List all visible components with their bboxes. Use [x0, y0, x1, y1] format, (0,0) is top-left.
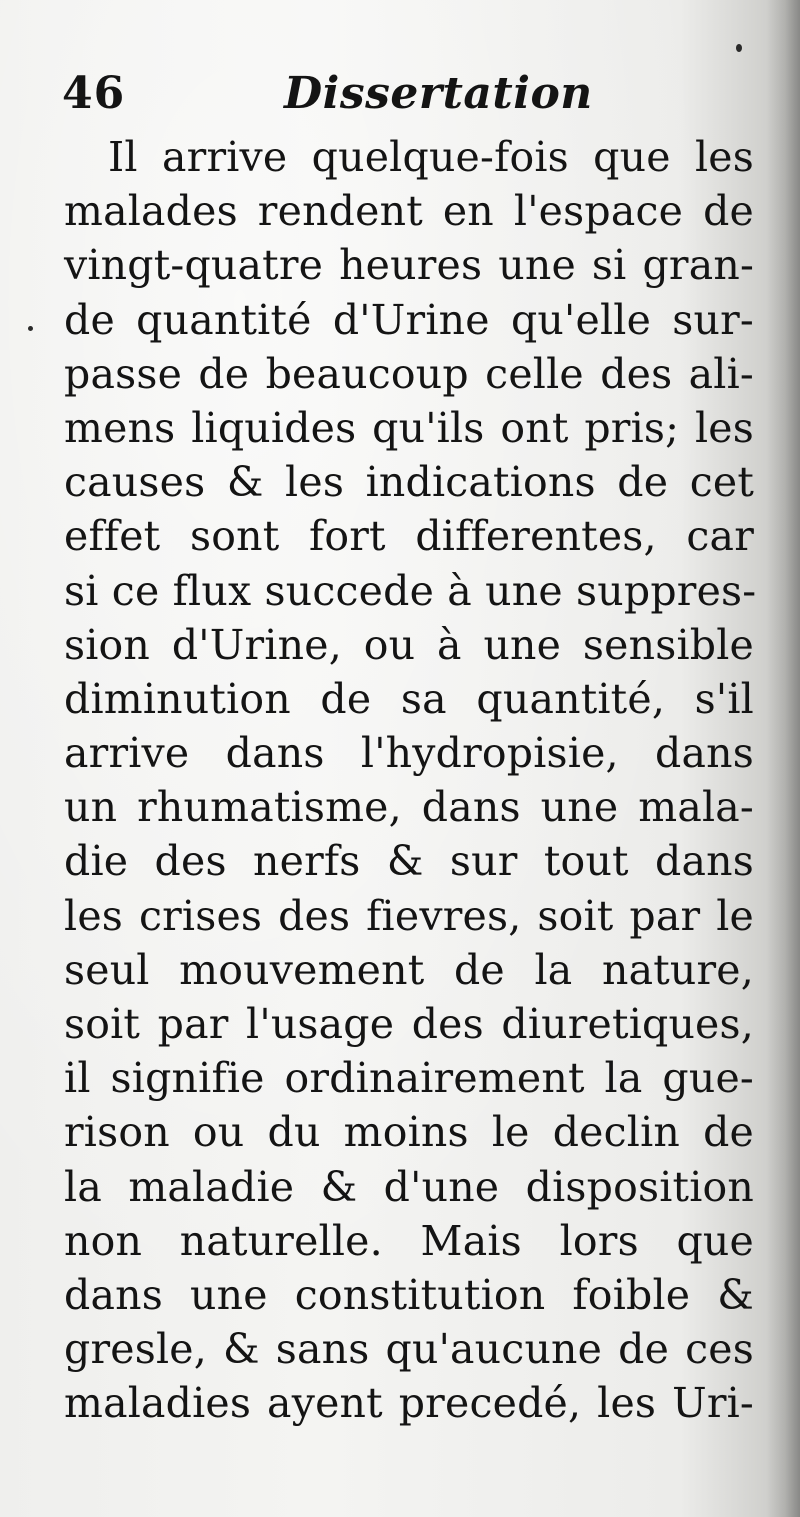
text-line: seul mouvement de la nature,	[64, 945, 754, 994]
text-line: maladies ayent precedé, les Uri-	[64, 1379, 754, 1428]
text-line: effet sont fort differentes, car	[64, 512, 754, 561]
ink-speck	[736, 44, 742, 52]
text-line: causes & les indications de cet	[64, 458, 754, 507]
text-line: sion d'Urine, ou à une sensible	[64, 620, 754, 669]
page-number: 46	[62, 68, 126, 119]
text-line: un rhumatisme, dans une mala-	[64, 783, 754, 832]
text-line: il signifie ordinairement la gue-	[64, 1054, 754, 1103]
text-line: la maladie & d'une disposition	[64, 1162, 754, 1211]
text-line: de quantité d'Urine qu'elle sur-	[64, 295, 754, 344]
running-head	[62, 68, 762, 130]
page-edge-shadow	[766, 0, 800, 1517]
text-line: mens liquides qu'ils ont pris; les	[64, 403, 754, 452]
text-line: soit par l'usage des diuretiques,	[64, 1000, 754, 1048]
text-line: Il arrive quelque-fois que les	[108, 133, 754, 181]
text-line: rison ou du moins le declin de	[64, 1108, 754, 1157]
text-line: vingt-quatre heures une si gran-	[64, 241, 754, 290]
text-line: arrive dans l'hydropisie, dans	[64, 729, 754, 778]
text-line: malades rendent en l'espace de	[64, 187, 754, 236]
text-line: non naturelle. Mais lors que	[64, 1216, 754, 1265]
ink-speck	[28, 326, 33, 331]
text-line: gresle, & sans qu'aucune de ces	[64, 1325, 754, 1374]
text-line: diminution de sa quantité, s'il	[64, 674, 754, 723]
text-line: dans une constitution foible &	[64, 1270, 754, 1319]
text-line: les crises des fievres, soit par le	[64, 891, 754, 940]
text-line: die des nerfs & sur tout dans	[64, 837, 754, 886]
text-line: si ce flux succede à une suppres-	[64, 566, 757, 615]
text-line: passe de beaucoup celle des ali-	[64, 349, 754, 398]
running-title: Dissertation	[284, 68, 593, 119]
body-text	[64, 130, 757, 1431]
